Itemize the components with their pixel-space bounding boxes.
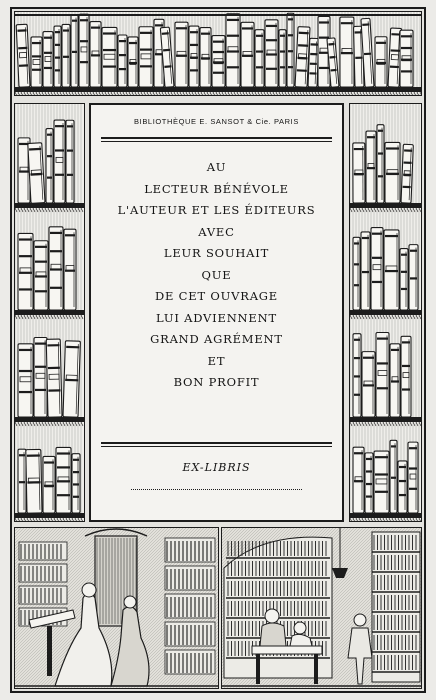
dedication-line: DE CET OUVRAGE	[155, 289, 278, 303]
ex-libris-label: EX-LIBRIS	[182, 461, 251, 474]
dedication-line: L'AUTEUR ET LES ÉDITEURS	[117, 203, 316, 217]
library-scene-illustration	[221, 527, 422, 689]
dedication-line: LECTEUR BÉNÉVOLE	[144, 181, 289, 196]
dedication-line: QUE	[201, 267, 232, 282]
dedication-text	[91, 157, 342, 394]
dedication-line: LUI ADVIENNENT	[156, 310, 277, 325]
publisher-line: BIBLIOTHÈQUE E. SANSOT & Cie. PARIS	[134, 117, 299, 126]
double-rule-top	[101, 137, 332, 139]
double-rule-bottom	[101, 442, 332, 444]
right-bookshelf-illustration	[349, 103, 422, 522]
top-bookshelf-illustration	[14, 11, 422, 96]
double-rule-top-thin	[101, 141, 332, 142]
left-bookshelf-illustration	[14, 103, 85, 522]
dedication-line: ET	[207, 353, 226, 368]
dedication-line: LEUR SOUHAIT	[163, 246, 270, 260]
reading-room-scene-illustration	[14, 527, 219, 689]
dedication-line: AU	[206, 160, 227, 174]
double-rule-bottom-thin	[101, 446, 332, 447]
dotted-rule	[131, 489, 302, 490]
dedication-line: AVEC	[198, 224, 235, 239]
dedication-panel	[89, 103, 344, 522]
dedication-line: BON PROFIT	[173, 375, 260, 389]
dedication-line: GRAND AGRÉMENT	[150, 332, 283, 346]
